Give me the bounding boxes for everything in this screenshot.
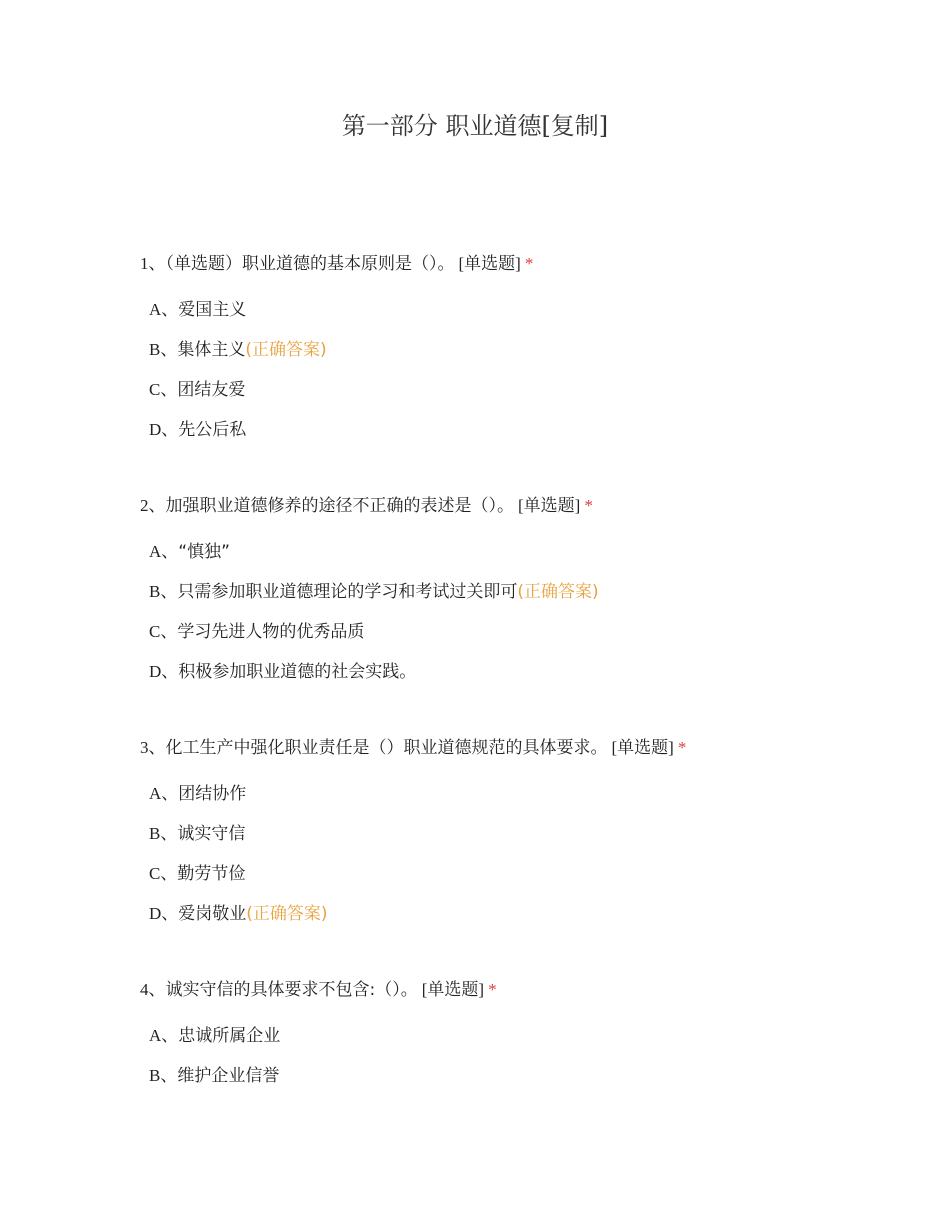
question-number: 1、 <box>140 254 166 273</box>
question-2 <box>140 494 920 700</box>
question-stem: 加强职业道德修养的途径不正确的表述是（）。 <box>165 496 514 516</box>
option-a <box>149 1024 920 1048</box>
option-a <box>149 298 920 322</box>
option-text: 只需参加职业道德理论的学习和考试过关即可 <box>177 582 518 602</box>
question-1 <box>140 252 920 458</box>
option-letter: D、 <box>149 420 179 439</box>
question-text <box>140 252 920 276</box>
option-c <box>149 378 920 402</box>
option-d <box>149 418 920 442</box>
question-text <box>140 978 920 1002</box>
option-letter: D、 <box>149 662 179 681</box>
option-letter: B、 <box>149 824 178 843</box>
option-a <box>149 540 920 564</box>
question-type-label: [单选题] <box>518 496 581 515</box>
question-4 <box>140 978 920 1104</box>
question-number: 3、 <box>140 738 166 757</box>
option-text: 团结协作 <box>178 784 247 804</box>
option-text: 维护企业信誉 <box>177 1066 280 1086</box>
question-number: 2、 <box>140 496 166 515</box>
correct-answer-tag: (正确答案) <box>245 340 327 360</box>
page-title: 第一部分 职业道德[复制] <box>341 112 609 140</box>
correct-answer-tag: (正确答案) <box>517 582 599 602</box>
question-3 <box>140 736 920 942</box>
option-text: 勤劳节俭 <box>177 864 246 884</box>
question-stem: （单选题）职业道德的基本原则是（）。 <box>165 254 455 274</box>
option-letter: C、 <box>149 380 178 399</box>
required-marker: * <box>677 738 687 757</box>
option-letter: C、 <box>149 622 178 641</box>
option-text: 忠诚所属企业 <box>178 1026 281 1046</box>
option-text: 集体主义 <box>177 340 246 360</box>
option-letter: A、 <box>149 300 179 319</box>
option-c <box>149 862 920 886</box>
option-letter: A、 <box>149 542 179 561</box>
option-text: 积极参加职业道德的社会实践。 <box>178 662 417 682</box>
option-b <box>149 580 920 604</box>
option-list <box>140 1024 920 1088</box>
question-text <box>140 736 920 760</box>
option-b <box>149 338 920 362</box>
option-letter: C、 <box>149 864 178 883</box>
option-letter: B、 <box>149 582 178 601</box>
question-stem: 诚实守信的具体要求不包含:（）。 <box>165 980 418 1000</box>
option-list <box>140 298 920 442</box>
option-letter: B、 <box>149 340 178 359</box>
option-letter: B、 <box>149 1066 178 1085</box>
option-letter: A、 <box>149 1026 179 1045</box>
option-list <box>140 782 920 926</box>
option-text: 先公后私 <box>178 420 247 440</box>
option-text: 爱国主义 <box>178 300 247 320</box>
option-text: 团结友爱 <box>177 380 246 400</box>
option-d <box>149 902 920 926</box>
correct-answer-tag: (正确答案) <box>246 904 328 924</box>
option-letter: A、 <box>149 784 179 803</box>
option-b <box>149 1064 920 1088</box>
option-b <box>149 822 920 846</box>
option-c <box>149 620 920 644</box>
option-a <box>149 782 920 806</box>
question-stem: 化工生产中强化职业责任是（）职业道德规范的具体要求。 <box>165 738 608 758</box>
option-letter: D、 <box>149 904 179 923</box>
question-type-label: [单选题] <box>421 980 485 999</box>
option-list <box>140 540 920 684</box>
option-text: 诚实守信 <box>177 824 246 844</box>
option-text: 爱岗敬业 <box>178 904 247 924</box>
question-type-label: [单选题] <box>611 738 674 757</box>
question-type-label: [单选题] <box>458 254 521 273</box>
required-marker: * <box>584 496 593 515</box>
required-marker: * <box>524 254 534 273</box>
option-text: 学习先进人物的优秀品质 <box>177 622 365 642</box>
question-number: 4、 <box>140 980 166 999</box>
option-text: “慎独” <box>178 542 230 562</box>
required-marker: * <box>488 980 497 999</box>
question-text <box>140 494 920 518</box>
option-d <box>149 660 920 684</box>
